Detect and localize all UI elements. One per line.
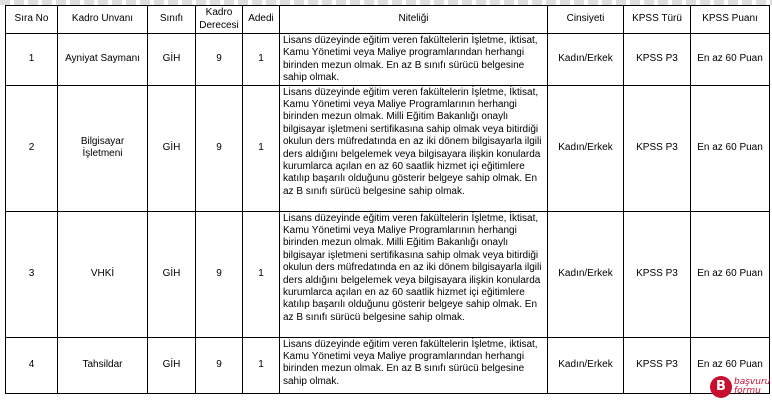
cell-sira-no: 1: [6, 34, 58, 86]
cell-sira-no: 3: [6, 211, 58, 337]
cell-niteligi: Lisans düzeyinde eğitim veren fakültelerin İşletme, İktisat, Kamu Yönetimi veya Maliye Programlarının herhangi birinden mezun olmak. Milli Eğitim Bakanlığı onaylı bilgisayar işletmeni sertifikasına sahip olmak veya bitirdiği okulun ders müfredatında en az iki dönem bilgisayarla ilgili ders aldığını belgelemek veya bilgisayara ilişkin konularda kurumlarca açılan en az 60 saatlik hizmet içi eğitimlere katılıp başarılı olduğunu gösterir belgeye sahip olmak. En az B sınıfı sürücü belgesine sahip olmak.: [280, 85, 548, 211]
cell-kpss-puani: En az 60 Puan: [691, 34, 770, 86]
cell-sira-no: 2: [6, 85, 58, 211]
cell-adedi: 1: [243, 337, 280, 393]
cell-kpss-turu: KPSS P3: [624, 211, 691, 337]
header-kadro-derecesi: Kadro Derecesi: [196, 6, 243, 34]
cell-cinsiyeti: Kadın/Erkek: [548, 337, 624, 393]
header-adedi: Adedi: [243, 6, 280, 34]
cell-sinifi: GİH: [148, 85, 196, 211]
cell-niteligi: Lisans düzeyinde eğitim veren fakültelerin İşletme, iktisat, Kamu Yönetimi veya Maliye programlarından herhangi birinden mezun olmak. En az B sınıfı sürücü belgesine sahip olmak.: [280, 34, 548, 86]
header-kadro-unvani: Kadro Unvanı: [58, 6, 148, 34]
cell-kadro-derecesi: 9: [196, 337, 243, 393]
cell-niteligi: Lisans düzeyinde eğitim veren fakültelerin İşletme, iktisat, Kamu Yönetimi veya Maliye programlarından herhangi birinden mezun olmak. En az B sınıfı sürücü belgesine sahip olmak.: [280, 337, 548, 393]
cell-kpss-turu: KPSS P3: [624, 85, 691, 211]
cell-kadro-derecesi: 9: [196, 85, 243, 211]
logo-b-icon: B: [710, 376, 732, 398]
cell-cinsiyeti: Kadın/Erkek: [548, 211, 624, 337]
cell-sinifi: GİH: [148, 34, 196, 86]
header-cinsiyeti: Cinsiyeti: [548, 6, 624, 34]
watermark-line2: formu: [734, 386, 761, 396]
cell-kpss-puani: En az 60 Puan: [691, 337, 770, 393]
cell-cinsiyeti: Kadın/Erkek: [548, 85, 624, 211]
cell-niteligi: Lisans düzeyinde eğitim veren fakültelerin İşletme, İktisat, Kamu Yönetimi veya Maliye Programlarının herhangi birinden mezun olmak. Milli Eğitim Bakanlığı onaylı bilgisayar işletmeni sertifikasına sahip olmak veya bitirdiği okulun ders müfredatında en az iki dönem bilgisayarla ilgili ders aldığını belgelemek veya bilgisayara ilişkin konularda kurumlarca açılan en az 60 saatlik hizmet içi eğitimlere katılıp başarılı olduğunu gösterir belgeye sahip olmak. En az B sınıfı sürücü belgesine sahip olmak.: [280, 211, 548, 337]
cell-kadro-unvani: VHKİ: [58, 211, 148, 337]
cell-kpss-turu: KPSS P3: [624, 337, 691, 393]
cell-sinifi: GİH: [148, 337, 196, 393]
cell-sinifi: GİH: [148, 211, 196, 337]
cell-kpss-puani: En az 60 Puan: [691, 211, 770, 337]
cell-kadro-unvani: Tahsildar: [58, 337, 148, 393]
header-sinifi: Sınıfı: [148, 6, 196, 34]
kadro-table: [5, 5, 770, 394]
cell-adedi: 1: [243, 34, 280, 86]
header-sira-no: Sıra No: [6, 6, 58, 34]
cell-cinsiyeti: Kadın/Erkek: [548, 34, 624, 86]
header-niteligi: Niteliği: [280, 6, 548, 34]
header-kpss-turu: KPSS Türü: [624, 6, 691, 34]
table-row: [6, 34, 770, 86]
cell-kadro-derecesi: 9: [196, 211, 243, 337]
watermark-text: [734, 378, 770, 396]
table-row: [6, 337, 770, 393]
cell-adedi: 1: [243, 211, 280, 337]
header-row: [6, 6, 770, 34]
cell-kadro-unvani: Ayniyat Saymanı: [58, 34, 148, 86]
watermark-line1: başvuru: [734, 377, 771, 387]
cell-kpss-turu: KPSS P3: [624, 34, 691, 86]
table-row: [6, 211, 770, 337]
cell-sira-no: 4: [6, 337, 58, 393]
cell-kadro-derecesi: 9: [196, 34, 243, 86]
cell-kadro-unvani: Bilgisayar İşletmeni: [58, 85, 148, 211]
table-row: [6, 85, 770, 211]
cell-kpss-puani: En az 60 Puan: [691, 85, 770, 211]
basvuru-formu-watermark: [710, 374, 771, 402]
header-kpss-puani: KPSS Puanı: [691, 6, 770, 34]
cell-adedi: 1: [243, 85, 280, 211]
